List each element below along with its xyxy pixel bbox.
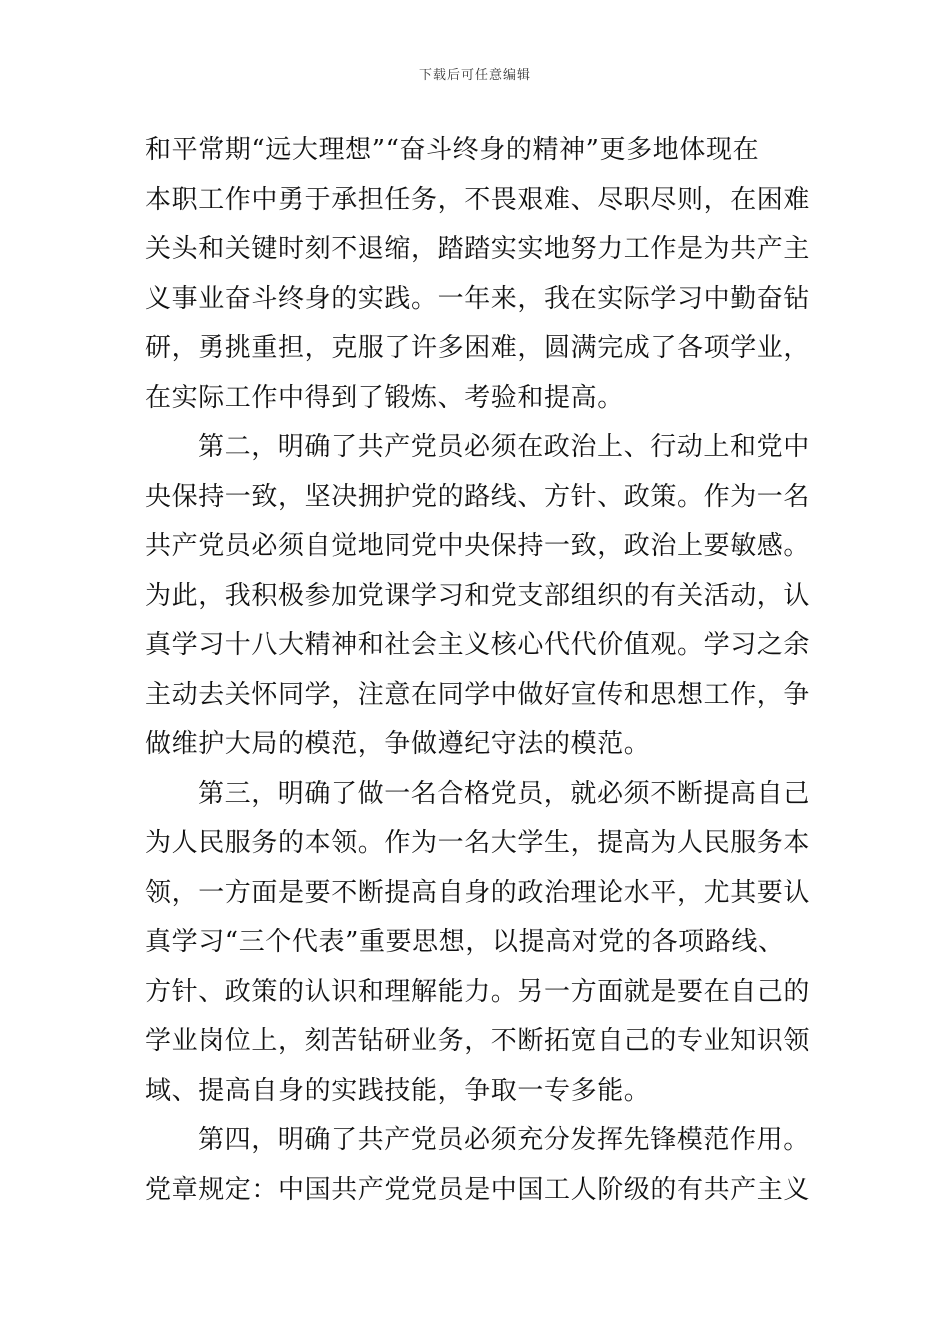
- text-line: 真学习十八大精神和社会主义核心代代价值观。学习之余: [145, 630, 811, 660]
- text-line: 在实际工作中得到了锻炼、考验和提高。: [145, 382, 624, 413]
- text-line: 共产党员必须自觉地同党中央保持一致，政治上要敏感。: [145, 531, 811, 561]
- text-line: 和平常期“远大理想”“奋斗终身的精神”更多地体现在: [145, 135, 760, 165]
- text-line: 域、提高自身的实践技能，争取一专多能。: [145, 1075, 651, 1106]
- text-line: 央保持一致，坚决拥护党的路线、方针、政策。作为一名: [145, 481, 811, 512]
- text-line: 第四，明确了共产党员必须充分发挥先锋模范作用。: [198, 1125, 810, 1155]
- text-line: 第二，明确了共产党员必须在政治上、行动上和党中: [198, 432, 810, 462]
- text-line: 义事业奋斗终身的实践。一年来，我在实际学习中勤奋钻: [145, 283, 811, 314]
- text-line: 为人民服务的本领。作为一名大学生，提高为人民服务本: [145, 828, 811, 858]
- text-line: 党章规定：中国共产党党员是中国工人阶级的有共产主义: [145, 1174, 811, 1205]
- text-line: 本职工作中勇于承担任务，不畏艰难、尽职尽则，在困难: [145, 184, 811, 215]
- text-line: 关头和关键时刻不退缩，踏踏实实地努力工作是为共产主: [145, 234, 811, 264]
- text-line: 学业岗位上，刻苦钻研业务，不断拓宽自己的专业知识领: [145, 1026, 811, 1056]
- text-line: 第三，明确了做一名合格党员，就必须不断提高自己: [198, 778, 810, 809]
- text-line: 做维护大局的模范，争做遵纪守法的模范。: [145, 729, 651, 759]
- text-line: 为此，我积极参加党课学习和党支部组织的有关活动，认: [145, 580, 811, 611]
- text-line: 方针、政策的认识和理解能力。另一方面就是要在自己的: [145, 976, 811, 1007]
- text-line: 领，一方面是要不断提高自身的政治理论水平，尤其要认: [145, 877, 811, 908]
- text-line: 真学习“三个代表”重要思想，以提高对党的各项路线、: [145, 927, 785, 957]
- text-line: 研，勇挑重担，克服了许多困难，圆满完成了各项学业，: [145, 333, 811, 363]
- document-body: [145, 126, 810, 1215]
- page-header: 下载后可任意编辑: [418, 68, 531, 83]
- text-line: 主动去关怀同学，注意在同学中做好宣传和思想工作，争: [145, 679, 811, 710]
